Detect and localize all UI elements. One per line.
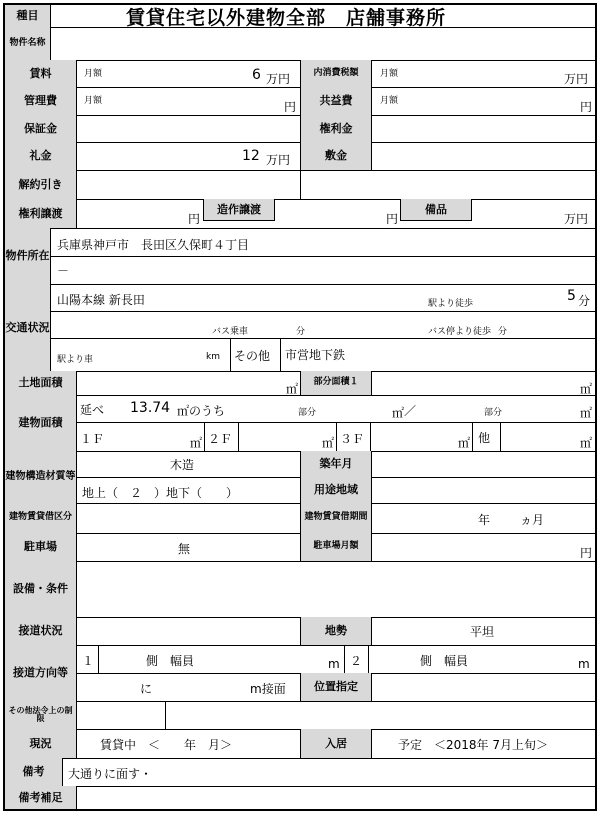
address-value: 兵庫県神戸市 長田区久保町４丁目: [57, 238, 250, 252]
common-fee-label: 共益費: [300, 87, 372, 115]
key-money-value: 12: [242, 148, 260, 164]
building-total: 13.74: [130, 400, 171, 416]
remarks-supplement-label: 備考補足: [5, 786, 77, 809]
cancel-deduction-label: 解約引き: [5, 170, 77, 199]
road-direction-label: 接道方向等: [5, 645, 77, 701]
structure-label: 建物構造材質等: [5, 451, 77, 503]
security-label: 敷金: [300, 142, 372, 170]
current-status-label: 現況: [5, 729, 77, 758]
line-station: 山陽本線 新長田: [57, 293, 145, 307]
floors-value: 地上（ ２ ）地下（ ）: [82, 486, 239, 500]
rent-value: 6: [252, 67, 261, 83]
lease-period-label: 建物賃貸借期間: [300, 503, 372, 533]
built-year-label: 築年月: [300, 451, 372, 477]
parking-value: 無: [178, 542, 191, 556]
move-in-value: 予定 ＜2018年 7月上旬＞: [398, 738, 548, 752]
category-label: 種目: [5, 5, 51, 27]
remarks-label: 備考: [5, 758, 63, 786]
fixture-transfer-label: 造作譲渡: [203, 199, 275, 221]
management-fee-label: 管理費: [5, 87, 77, 115]
rent-label: 賃料: [5, 60, 77, 87]
land-area-label: 土地面積: [5, 371, 77, 395]
status-value: 賃貸中 ＜ 年 月＞: [100, 738, 233, 752]
walk-minutes: 5: [567, 288, 576, 304]
position-label: 位置指定: [300, 673, 372, 701]
transport-label: 交通状況: [5, 284, 51, 371]
move-in-label: 入居: [300, 729, 372, 758]
remarks-value: 大通りに面す・: [68, 767, 153, 781]
parking-fee-label: 駐車場月額: [300, 533, 372, 561]
zoning-label: 用途地域: [300, 477, 372, 503]
terrain-value: 平坦: [470, 625, 495, 639]
structure-value: 木造: [170, 458, 195, 472]
building-area-label: 建物面積: [5, 395, 77, 451]
terrain-label: 地勢: [300, 617, 372, 645]
consumption-tax-label: 内消費税額: [300, 60, 372, 87]
building-lease-type-label: 建物賃貸借区分: [5, 503, 77, 533]
other-transport: 市営地下鉄: [285, 348, 346, 362]
parking-label: 駐車場: [5, 533, 77, 561]
key-money-label: 礼金: [5, 142, 77, 170]
facilities-label: 設備・条件: [5, 561, 77, 617]
rights-fee-label: 権利金: [300, 115, 372, 142]
partial-area-label: 部分面積１: [300, 371, 372, 395]
property-name-label: 物件名称: [5, 27, 51, 60]
road-status-label: 接道状況: [5, 617, 77, 645]
page-title: 賃貸住宅以外建物全部 店舗事務所: [126, 7, 447, 29]
equipment-label: 備品: [400, 199, 472, 221]
deposit-label: 保証金: [5, 115, 77, 142]
other-restrictions-label: その他法令上の制限: [5, 701, 77, 729]
location-label: 物件所在: [5, 228, 51, 284]
rights-transfer-label: 権利譲渡: [5, 199, 77, 228]
